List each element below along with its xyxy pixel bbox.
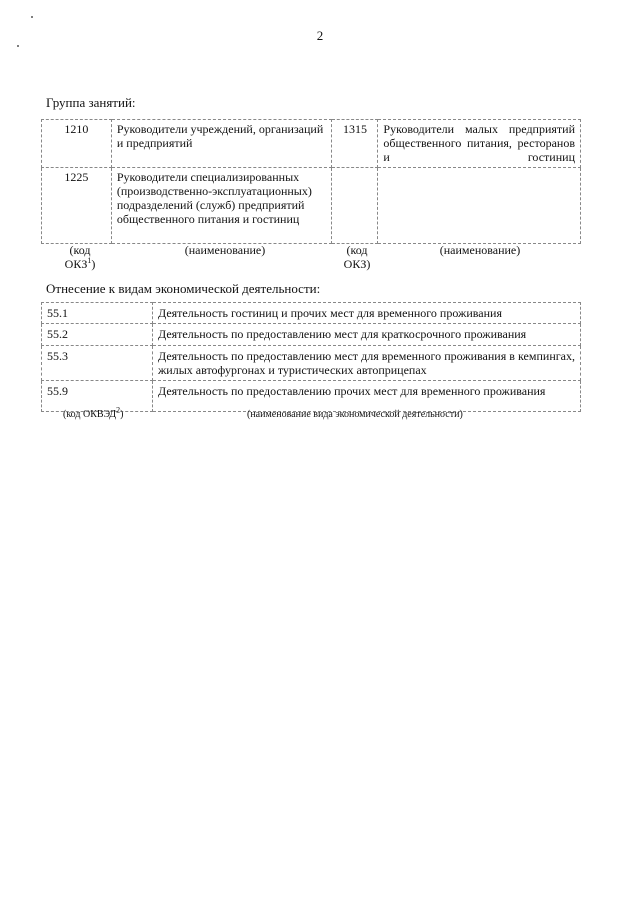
okved-section-title: Отнесение к видам экономической деятельности: [46, 281, 321, 296]
scan-speck [31, 16, 33, 18]
table-row [42, 120, 581, 168]
okved-name-cell: Деятельность по предоставлению мест для временного проживания в кемпингах, жилых автофургонах и туристических автоприцепах [153, 346, 581, 381]
okz-code-caption [50, 243, 110, 271]
footnote-marker: 1 [87, 256, 92, 265]
okved-code-cell: 55.9 [42, 381, 153, 412]
okz-name-cell: Руководители учреждений, организаций и предприятий [111, 120, 332, 168]
okz-code2-caption-line2: ОКЗ) [343, 257, 371, 271]
okved-name-caption: (наименование вида экономической деятельности) [247, 409, 463, 420]
okz-section-title: Группа занятий: [46, 95, 136, 110]
footnote-marker: 2 [116, 405, 121, 415]
table-row [42, 381, 581, 412]
okz-table [41, 119, 581, 244]
okz-code-cell: 1210 [42, 120, 112, 168]
okved-table [41, 302, 581, 412]
okved-code-cell: 55.2 [42, 324, 153, 346]
okz-name-cell: Руководители специализированных (производственно-эксплуатационных) подразделений (служб) предприятий общественного питания и гостиниц [111, 168, 332, 244]
okved-name-cell: Деятельность по предоставлению прочих мест для временного проживания [153, 381, 581, 412]
okved-code-cell: 55.3 [42, 346, 153, 381]
okz-code-cell: 1315 [332, 120, 378, 168]
okz-code-cell [332, 168, 378, 244]
okz-code2-caption [332, 243, 382, 271]
caption-paren: ) [91, 257, 96, 271]
okz-code-caption-line2: ОКЗ [64, 257, 88, 271]
scan-speck [17, 45, 19, 47]
table-row [42, 346, 581, 381]
page-number: 2 [316, 28, 324, 43]
okz-name-cell [378, 168, 581, 244]
okz-code-caption-line1: (код [69, 243, 91, 257]
okved-name-cell: Деятельность гостиниц и прочих мест для временного проживания [153, 303, 581, 324]
okz-name-caption: (наименование) [184, 243, 266, 257]
table-row [42, 324, 581, 346]
okz-code-cell: 1225 [42, 168, 112, 244]
table-row [42, 303, 581, 324]
okz-name-cell: Руководители малых предприятий общественного питания, ресторанов и гостиниц [378, 120, 581, 168]
okz-code2-caption-line1: (код [346, 243, 368, 257]
okved-code-caption-text: (код ОКВЭД [63, 409, 117, 420]
table-row [42, 168, 581, 244]
okved-code-cell: 55.1 [42, 303, 153, 324]
okz-name2-caption: (наименование) [439, 243, 521, 257]
okved-code-caption [63, 405, 124, 420]
okved-name-cell: Деятельность по предоставлению мест для краткосрочного проживания [153, 324, 581, 346]
caption-paren: ) [120, 409, 124, 420]
